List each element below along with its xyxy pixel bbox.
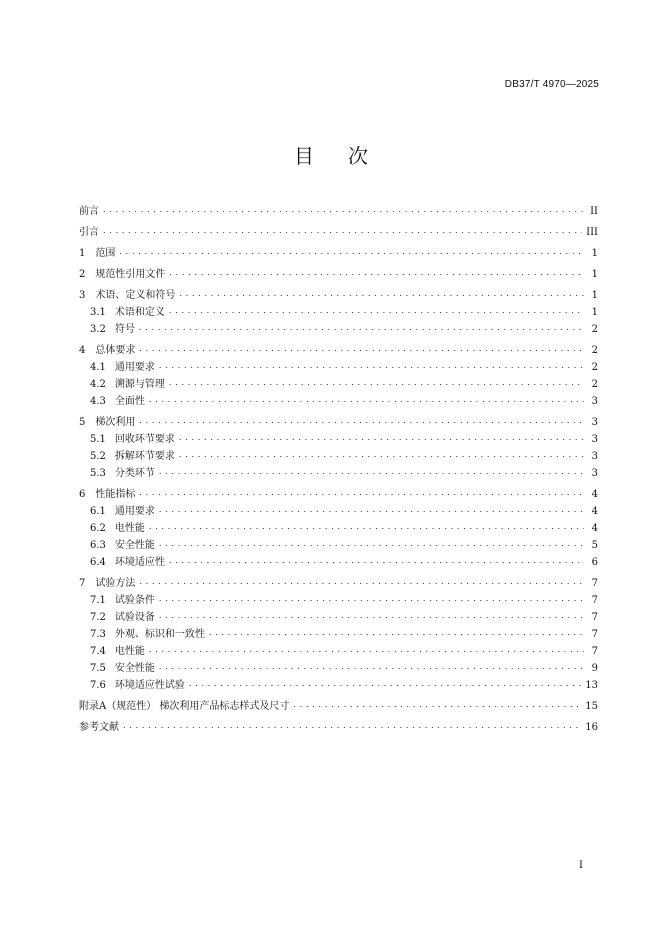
toc-entry-page: 9 [591,663,598,674]
page-title [0,140,662,169]
toc-entry-number: 5 [79,417,86,428]
toc-entry-page: 7 [591,646,598,657]
toc-entry[interactable] [79,535,598,552]
toc-leader-dots [169,377,584,389]
toc-entry-label: 电性能 [114,646,145,657]
toc-entry-page: 5 [591,540,598,551]
toc-entry-number: 4.2 [90,379,106,390]
toc-entry[interactable] [79,374,598,391]
toc-entry-page: 16 [585,722,598,733]
toc-leader-dots [149,644,584,656]
toc-entry[interactable] [79,446,598,463]
toc-entry-label: 范围 [95,248,116,259]
toc-entry-page: III [586,227,598,238]
toc-entry[interactable] [79,391,598,408]
toc-entry[interactable] [79,357,598,374]
toc-leader-dots [103,225,582,237]
toc-leader-dots [139,322,584,334]
toc-entry-label: 回收环节要求 [114,434,175,445]
toc-entry-number: 7.6 [90,680,106,691]
toc-entry-page: 7 [591,578,598,589]
toc-leader-dots [139,576,584,588]
toc-leader-dots [139,343,584,355]
toc-entry-page: 4 [591,506,598,517]
toc-entry-number: 7.3 [90,629,106,640]
toc-entry[interactable] [79,302,598,319]
toc-entry[interactable] [79,658,598,675]
page-number: I [579,860,583,871]
toc-entry-label: 性能指标 [95,489,136,500]
toc-entry-page: 3 [591,468,598,479]
toc-entry-label: 梯次利用 [95,417,136,428]
toc-entry-label: 引言 [79,227,99,238]
toc-entry-page: II [590,206,598,217]
toc-leader-dots [159,661,584,673]
toc-entry[interactable] [79,696,598,713]
toc-entry-page: 7 [591,595,598,606]
toc-entry-label: 外观、标识和一致性 [114,629,205,640]
toc-entry[interactable] [79,484,598,501]
toc-entry-number: 7.1 [90,595,106,606]
toc-leader-dots [159,504,584,516]
toc-leader-dots [139,487,584,499]
toc-entry-number: 3.1 [90,307,106,318]
toc-entry-page: 2 [591,362,598,373]
toc-entry[interactable] [79,222,598,239]
toc-entry-number: 6.1 [90,506,106,517]
toc-entry-page: 2 [591,324,598,335]
toc-entry-number: 5.3 [90,468,106,479]
toc-entry-label: 符号 [114,324,135,335]
table-of-contents [79,201,598,734]
toc-entry-label: 术语和定义 [114,307,165,318]
toc-entry[interactable] [79,590,598,607]
toc-entry-label: 通用要求 [114,506,155,517]
toc-entry-number: 6.2 [90,523,106,534]
toc-entry-number: 2 [79,269,86,280]
toc-entry-label: 试验方法 [95,578,136,589]
toc-entry-page: 1 [591,290,598,301]
toc-entry-page: 1 [591,269,598,280]
toc-entry-number: 7.4 [90,646,106,657]
toc-entry-number: 5.2 [90,451,106,462]
toc-entry-label: 附录A（规范性） 梯次利用产品标志样式及尺寸 [79,701,290,712]
toc-leader-dots [119,246,584,258]
toc-entry[interactable] [79,501,598,518]
toc-entry-page: 15 [585,701,598,712]
toc-entry-page: 3 [591,451,598,462]
toc-entry-page: 7 [591,629,598,640]
toc-entry[interactable] [79,675,598,692]
toc-entry[interactable] [79,641,598,658]
toc-entry-label: 通用要求 [114,362,155,373]
toc-leader-dots [169,305,584,317]
toc-entry-label: 安全性能 [114,540,155,551]
toc-entry-page: 3 [591,396,598,407]
toc-leader-dots [159,360,584,372]
toc-entry-number: 6 [79,489,86,500]
toc-entry-label: 环境适应性试验 [114,680,185,691]
toc-entry-number: 7.2 [90,612,106,623]
toc-leader-dots [209,627,584,639]
toc-entry-page: 13 [585,680,598,691]
toc-entry-label: 参考文献 [79,722,119,733]
toc-entry-label: 电性能 [114,523,145,534]
toc-entry[interactable] [79,319,598,336]
toc-entry-number: 4 [79,345,86,356]
toc-entry[interactable] [79,285,598,302]
toc-leader-dots [159,466,584,478]
toc-entry-label: 分类环节 [114,468,155,479]
toc-entry-label: 环境适应性 [114,557,165,568]
toc-entry[interactable] [79,552,598,569]
toc-leader-dots [159,610,584,622]
toc-entry[interactable] [79,340,598,357]
toc-entry-label: 规范性引用文件 [95,269,166,280]
toc-entry-number: 3.2 [90,324,106,335]
toc-entry-number: 4.3 [90,396,106,407]
toc-entry[interactable] [79,463,598,480]
toc-entry-page: 1 [591,248,598,259]
toc-leader-dots [149,521,584,533]
toc-entry-label: 前言 [79,206,99,217]
toc-entry-label: 全面性 [114,396,145,407]
toc-leader-dots [179,432,584,444]
toc-entry-number: 6.4 [90,557,106,568]
toc-leader-dots [103,204,584,216]
toc-entry-page: 2 [591,345,598,356]
toc-entry[interactable] [79,607,598,624]
toc-entry[interactable] [79,717,598,734]
toc-entry-page: 4 [591,489,598,500]
toc-entry-number: 1 [79,248,86,259]
toc-entry[interactable] [79,412,598,429]
toc-entry-page: 3 [591,417,598,428]
toc-entry-page: 2 [591,379,598,390]
toc-entry-page: 4 [591,523,598,534]
title-char-1: 目 [294,144,314,168]
toc-entry[interactable] [79,573,598,590]
toc-entry-label: 安全性能 [114,663,155,674]
toc-entry-label: 术语、定义和符号 [95,290,176,301]
toc-leader-dots [123,720,581,732]
toc-leader-dots [293,699,581,711]
toc-leader-dots [179,288,584,300]
toc-leader-dots [149,394,584,406]
toc-entry-number: 3 [79,290,86,301]
toc-leader-dots [139,415,584,427]
toc-leader-dots [189,678,581,690]
toc-leader-dots [159,538,584,550]
toc-entry[interactable] [79,243,598,260]
toc-entry[interactable] [79,264,598,281]
toc-entry-number: 5.1 [90,434,106,445]
toc-entry-number: 7 [79,578,86,589]
toc-leader-dots [169,555,584,567]
toc-entry-label: 试验条件 [114,595,155,606]
document-id: DB37/T 4970—2025 [504,79,599,90]
toc-entry-label: 总体要求 [95,345,136,356]
toc-entry-number: 6.3 [90,540,106,551]
toc-entry-page: 7 [591,612,598,623]
toc-entry[interactable] [79,429,598,446]
toc-leader-dots [169,267,584,279]
toc-entry-page: 6 [591,557,598,568]
toc-entry[interactable] [79,518,598,535]
toc-entry-label: 拆解环节要求 [114,451,175,462]
toc-entry-number: 7.5 [90,663,106,674]
toc-entry-label: 试验设备 [114,612,155,623]
toc-leader-dots [179,449,584,461]
toc-entry-page: 1 [591,307,598,318]
toc-entry-number: 4.1 [90,362,106,373]
toc-entry-label: 溯源与管理 [114,379,165,390]
toc-entry[interactable] [79,201,598,218]
toc-entry-page: 3 [591,434,598,445]
toc-entry[interactable] [79,624,598,641]
title-char-2: 次 [348,144,368,168]
toc-leader-dots [159,593,584,605]
